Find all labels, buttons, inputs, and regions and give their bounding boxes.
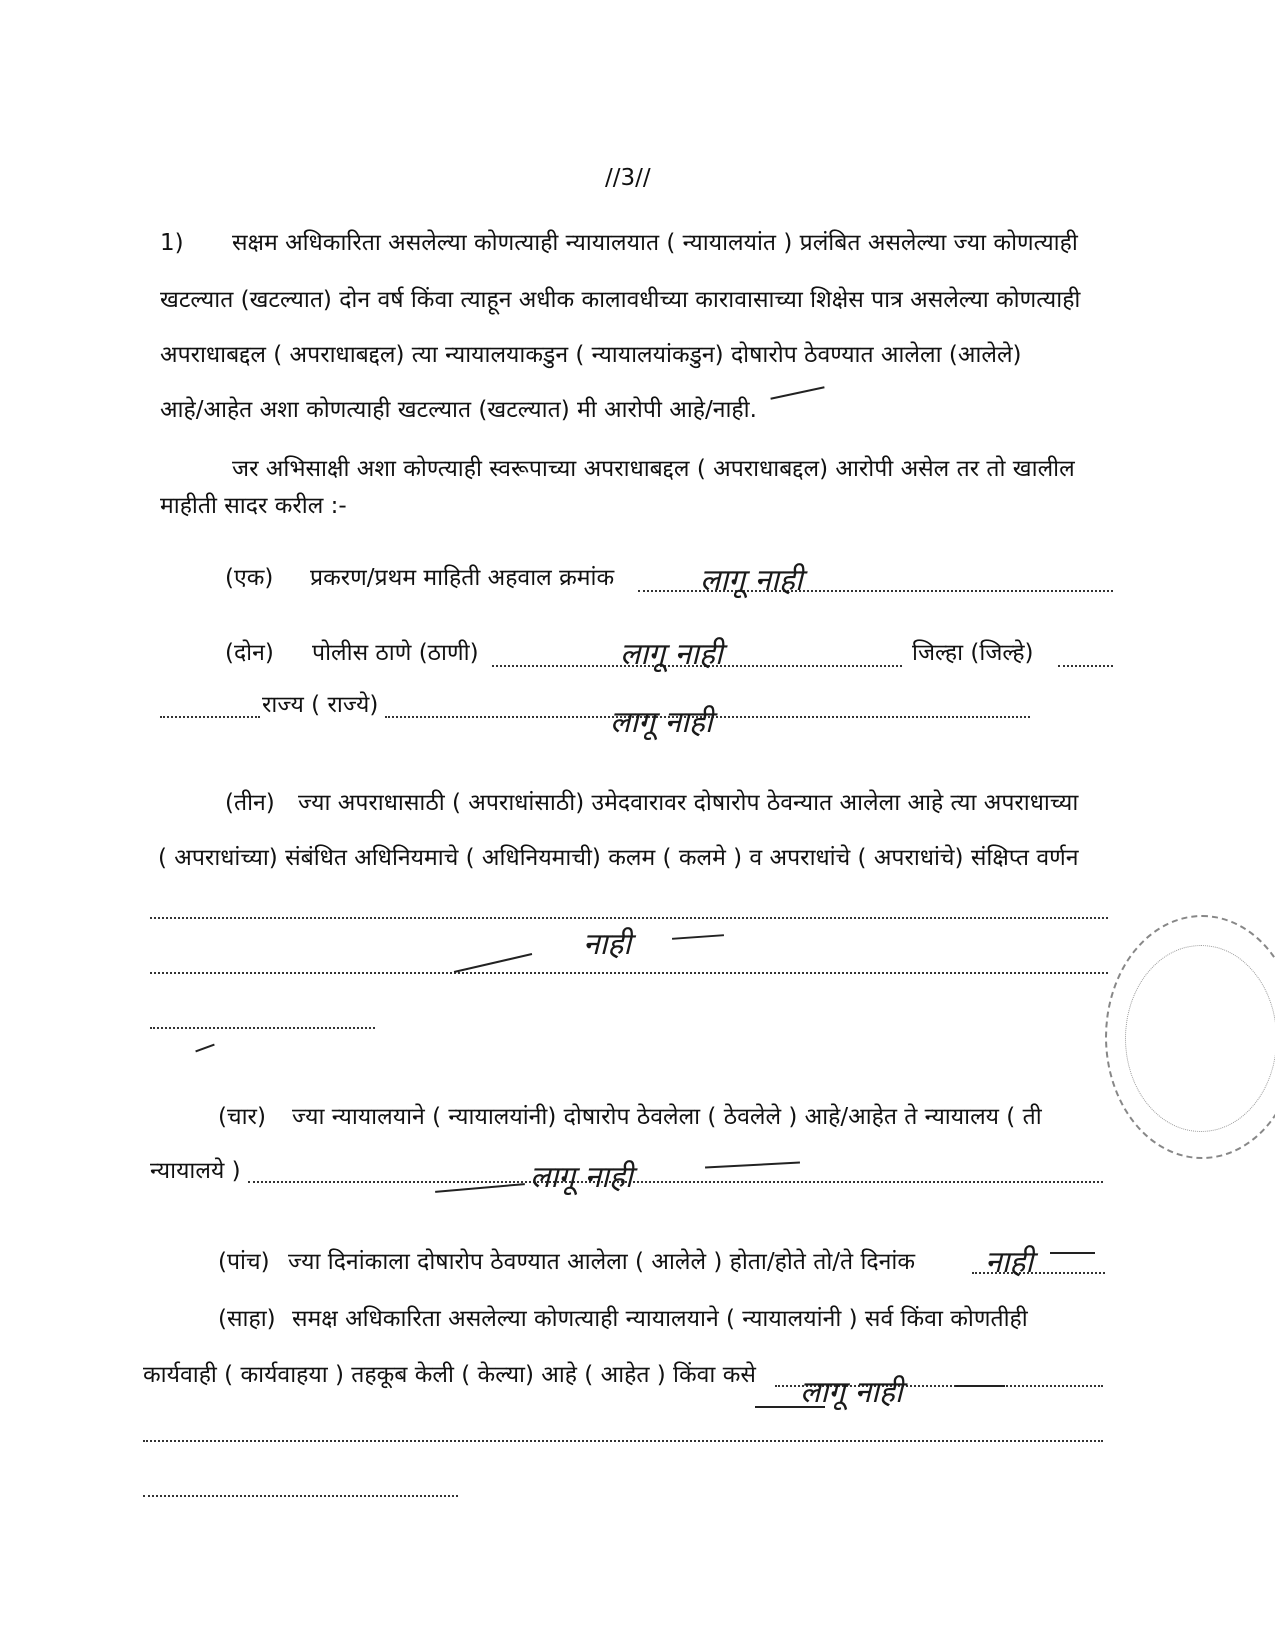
field-char-dotline: [248, 1181, 1103, 1183]
field-panch-text: ज्या दिनांकाला दोषारोप ठेवण्यात आलेला ( आलेले ) होता/होते तो/ते दिनांक: [288, 1249, 915, 1275]
field-don-district: जिल्हा (जिल्हे): [912, 640, 1034, 666]
item1-line2: खटल्यात (खटल्यात) दोन वर्ष किंवा त्याहून अधीक कालावधीच्या कारावासाच्या शिक्षेस पात्र असलेल्या कोणत्याही: [160, 287, 1081, 313]
dash-stroke: [705, 1162, 800, 1169]
field-rajya-handwriting: लागू नाही: [610, 705, 713, 740]
underline-stroke: [1050, 1252, 1095, 1254]
field-don-label: (दोन): [225, 640, 274, 666]
field-ek-label: (एक): [225, 565, 274, 591]
dash-stroke: [755, 1406, 825, 1408]
field-saha-line1: समक्ष अधिकारिता असलेल्या कोणत्याही न्यायालयाने ( न्यायालयांनी ) सर्व किंवा कोणतीही: [292, 1306, 1028, 1332]
blank-dotline: [143, 1495, 458, 1497]
instruction-line2: माहीती सादर करील :-: [160, 493, 347, 519]
field-char-handwriting: लागू नाही: [530, 1160, 633, 1195]
field-teen-line1: ज्या अपराधासाठी ( अपराधांसाठी) उमेदवारावर दोषारोप ठेवन्यात आलेला आहे त्या अपराधाच्या: [298, 790, 1079, 816]
field-teen-dotline-3: [150, 1027, 375, 1029]
field-saha-line2: कार्यवाही ( कार्यवाहया ) तहकूब केली ( केल्या) आहे ( आहेत ) किंवा कसे: [143, 1362, 756, 1388]
field-don-handwriting: लागू नाही: [620, 637, 723, 672]
item1-line1: सक्षम अधिकारिता असलेल्या कोणत्याही न्यायालयात ( न्यायालयांत ) प्रलंबित असलेल्या ज्या कोणत्याही: [232, 230, 1078, 256]
blank-dotline: [143, 1440, 1103, 1442]
item-number: 1): [160, 230, 184, 256]
slash-stroke: [454, 953, 532, 973]
page-marker: //3//: [605, 165, 651, 191]
field-rajya-leading-dotline: [160, 716, 260, 718]
field-teen-dotline-1: [150, 917, 1108, 919]
item1-line4: आहे/आहेत अशा कोणत्याही खटल्यात (खटल्यात) मी आरोपी आहे/नाही.: [160, 397, 757, 423]
field-char-line1: ज्या न्यायालयाने ( न्यायालयांनी) दोषारोप ठेवलेला ( ठेवलेले ) आहे/आहेत ते न्यायालय ( ती: [292, 1104, 1042, 1130]
dash-stroke: [672, 934, 724, 940]
tick-mark: [770, 386, 824, 399]
field-teen-dotline-2: [150, 972, 1108, 974]
item1-line3: अपराधाबद्दल ( अपराधाबद्दल) त्या न्यायालयाकडुन ( न्यायालयांकडुन) दोषारोप ठेवण्यात आलेला (आलेले): [160, 342, 1022, 368]
field-rajya-text: राज्य ( राज्ये): [262, 692, 379, 718]
seal-stamp-inner-ring: [1125, 945, 1275, 1132]
field-don-text: पोलीस ठाणे (ठाणी): [312, 640, 479, 666]
dash-stroke: [955, 1385, 1005, 1387]
field-don-district-dotline: [1058, 665, 1113, 667]
field-panch-label: (पांच): [218, 1249, 270, 1275]
field-char-line2: न्यायालये ): [150, 1158, 241, 1184]
slash-stroke: [195, 1044, 214, 1053]
field-ek-handwriting: लागू नाही: [700, 563, 803, 598]
field-char-label: (चार): [218, 1104, 266, 1130]
field-teen-line2: ( अपराधांच्या) संबंधित अधिनियमाचे ( अधिनियमाची) कलम ( कलमे ) व अपराधांचे ( अपराधांचे) संक्षिप्त वर्णन: [158, 845, 1079, 871]
field-teen-label: (तीन): [225, 790, 275, 816]
field-panch-handwriting: नाही: [985, 1245, 1034, 1280]
instruction-line1: जर अभिसाक्षी अशा कोण्त्याही स्वरूपाच्या अपराधाबद्दल ( अपराधाबद्दल) आरोपी असेल तर तो खालील: [232, 456, 1075, 482]
field-teen-handwriting: नाही: [583, 927, 632, 962]
dash-stroke: [435, 1183, 525, 1193]
field-ek-text: प्रकरण/प्रथम माहिती अहवाल क्रमांक: [310, 565, 615, 591]
field-saha-label: (साहा): [218, 1306, 276, 1332]
field-saha-handwriting: लागू नाही: [800, 1375, 903, 1410]
